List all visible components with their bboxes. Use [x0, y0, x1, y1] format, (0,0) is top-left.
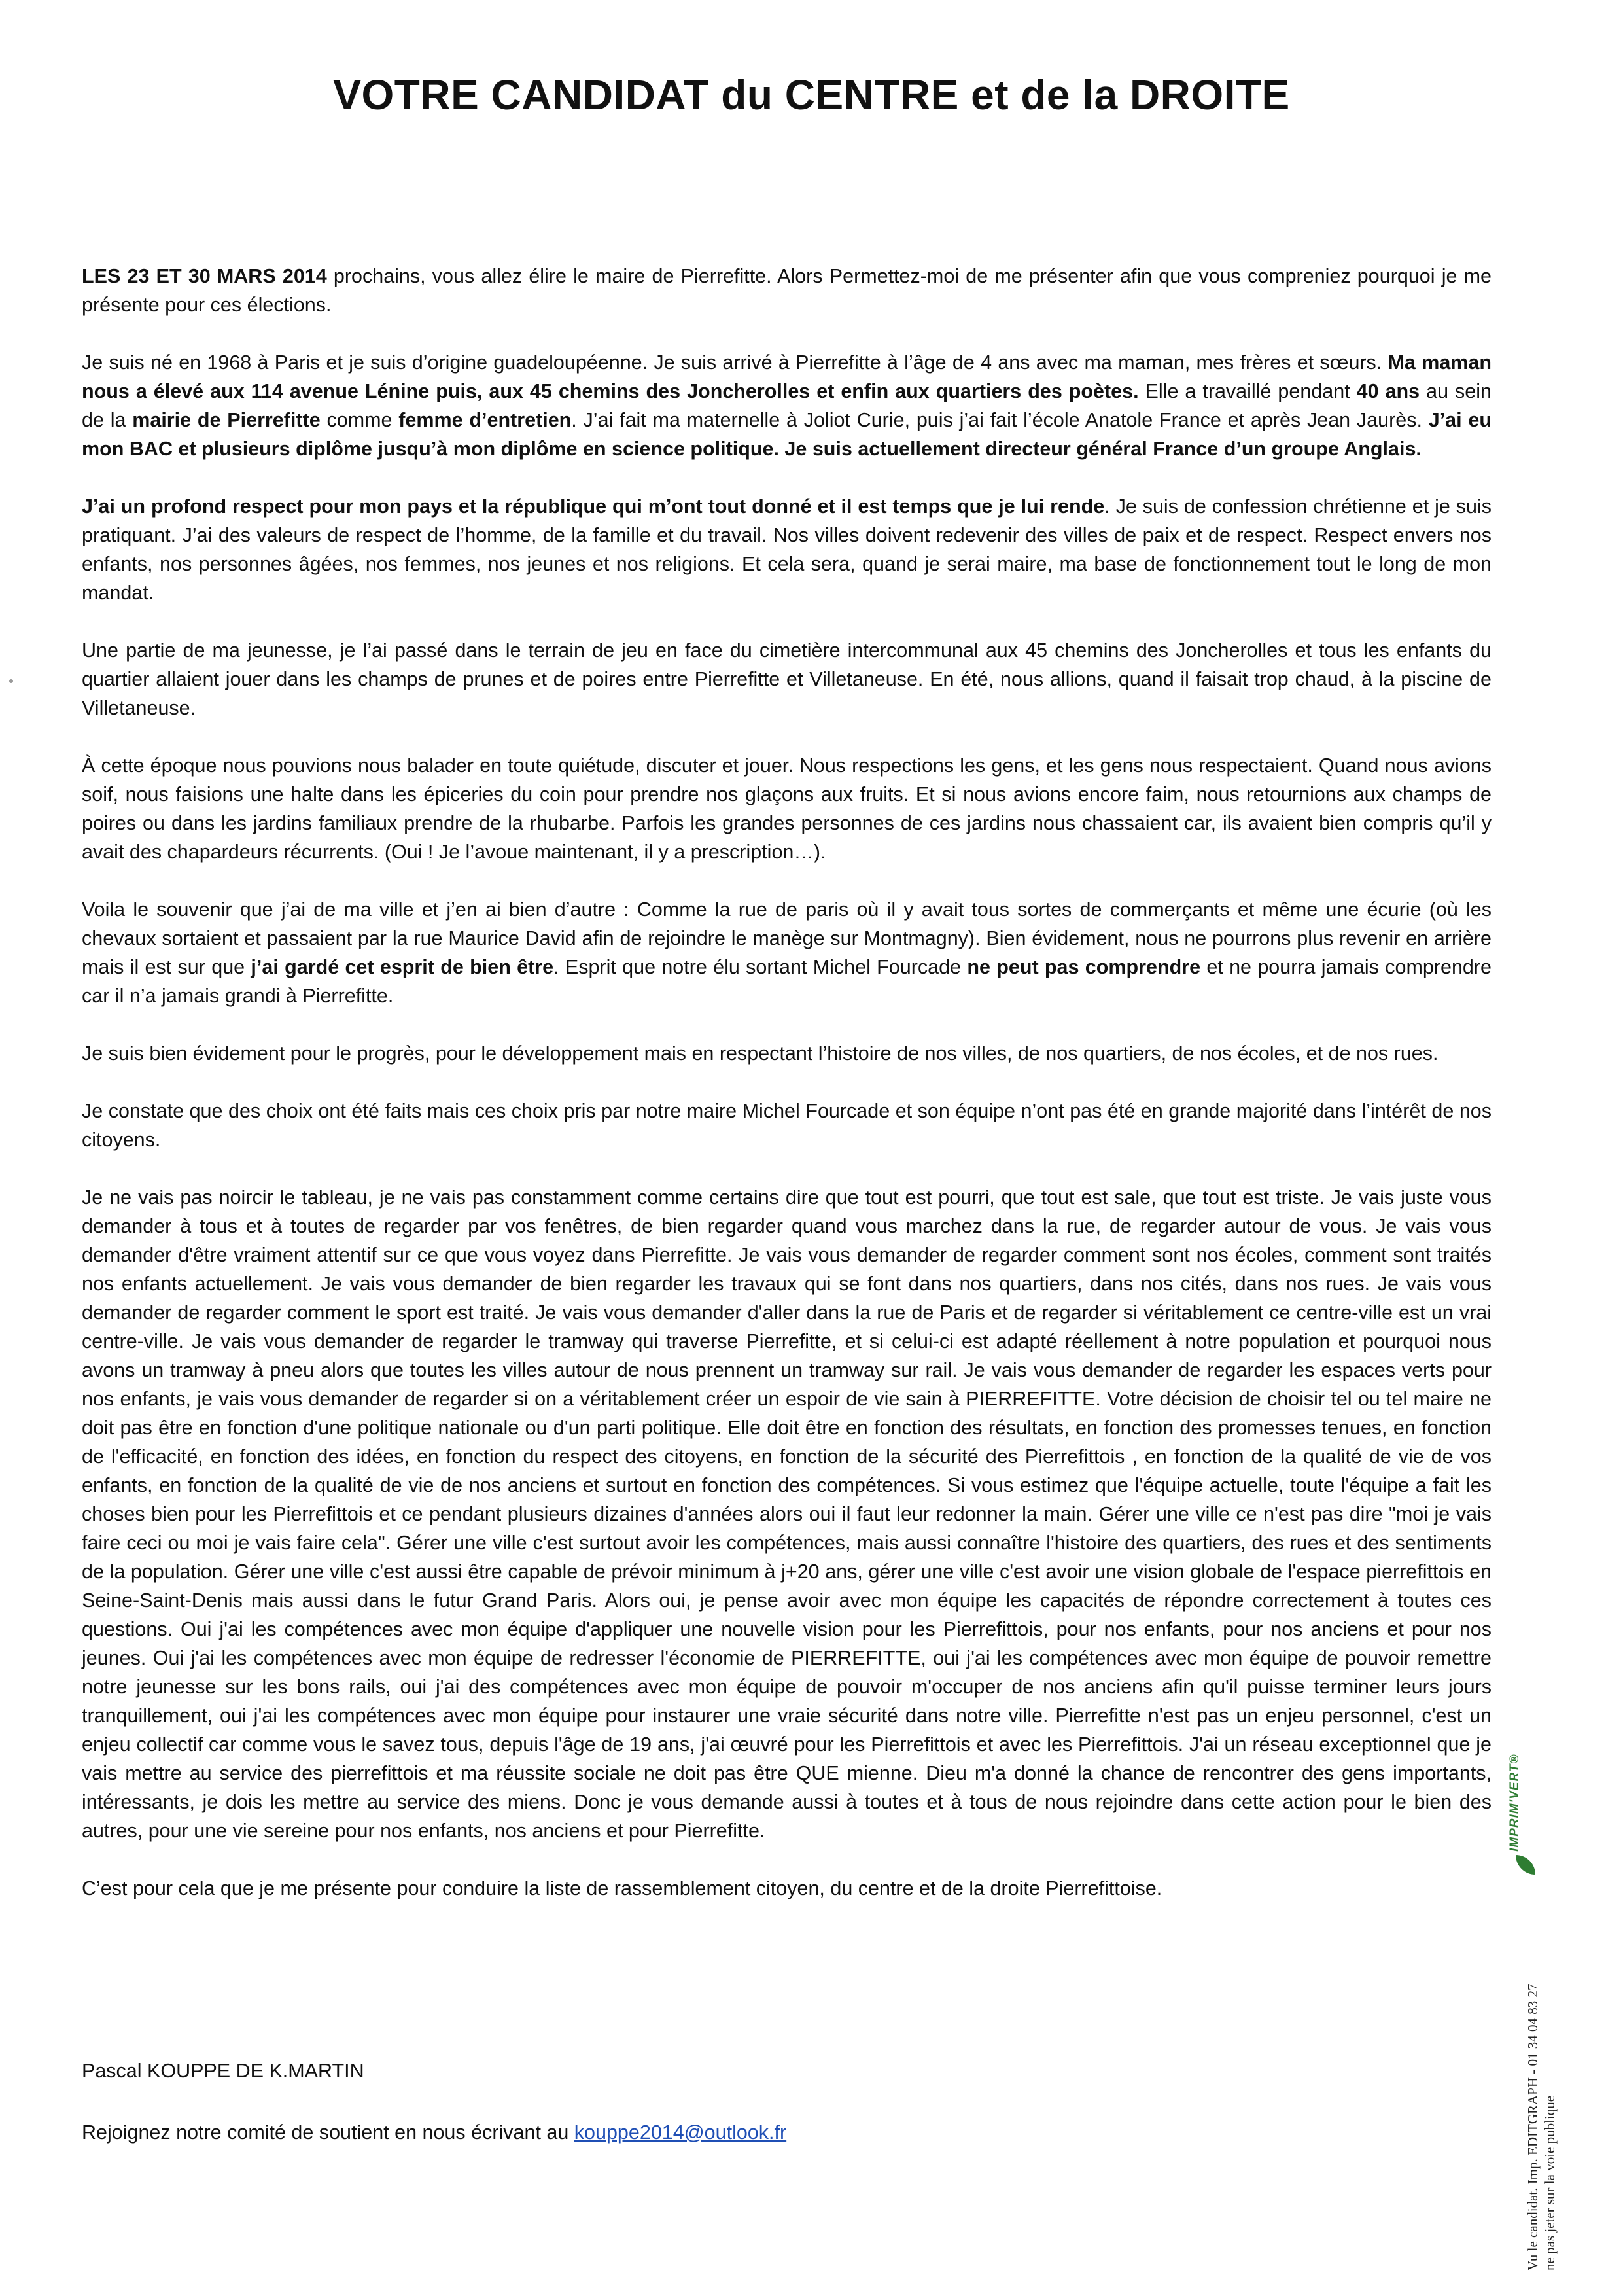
page-title: VOTRE CANDIDAT du CENTRE et de la DROITE: [333, 71, 1290, 118]
paragraph-text: et ne pourra jamais comprendre car il n’a jamais grandi à Pierrefitte.: [82, 956, 1492, 1007]
bold-text: J’ai eu mon BAC et plusieurs diplôme jusqu’à mon diplôme en science politique. Je suis actuellement directeur général France d’un groupe Anglais.: [82, 409, 1492, 460]
paragraph-youth: Une partie de ma jeunesse, je l’ai passé dans le terrain de jeu en face du cimetière intercommunal aux 45 chemins des Joncherolles et tous les enfants du quartier allaient jouer dans les champs de prunes et de poires entre Pierrefitte et Villetaneuse. En été, nous allions, quand il faisait trop chaud, à la piscine de Villetaneuse.: [82, 639, 1492, 719]
support-committee-line: [82, 2118, 786, 2147]
printer-notice: [1524, 1963, 1558, 2270]
printer-line-2: ne pas jeter sur la voie publique: [1542, 2095, 1558, 2270]
paragraph-text: . Je suis de confession chrétienne et je suis pratiquant. J’ai des valeurs de respect de l’homme, de la famille et du travail. Nos villes doivent redevenir des villes de paix et de respect. Respect envers nos enfants, nos personnes âgées, nos femmes, nos jeunes et nos religions. Et cela sera, quand je serai maire, ma base de fonctionnement tout le long de mon mandat.: [82, 495, 1492, 604]
paragraph-text: . Esprit que notre élu sortant Michel Fourcade: [553, 956, 968, 978]
paragraph-intro: [82, 262, 1492, 319]
paragraph-biography: [82, 348, 1492, 463]
paragraph-text: comme: [320, 409, 399, 431]
election-dates: LES 23 ET 30 MARS 2014: [82, 265, 327, 287]
letter-body: [82, 262, 1492, 1932]
bold-text: ne peut pas comprendre: [967, 956, 1201, 978]
scan-mark: [9, 679, 13, 683]
paragraph-souvenir: [82, 895, 1492, 1010]
paragraph-conclusion: C’est pour cela que je me présente pour conduire la liste de rassemblement citoyen, du centre et de la droite Pierrefittoise.: [82, 1877, 1162, 1899]
bold-text: 40 ans: [1356, 380, 1420, 402]
bold-text: J’ai un profond respect pour mon pays et la république qui m’ont tout donné et il est temps que je lui rende: [82, 495, 1105, 518]
paragraph-choices: Je constate que des choix ont été faits mais ces choix pris par notre maire Michel Fourcade et son équipe n’ont pas été en grande majorité dans l’intérêt de nos citoyens.: [82, 1100, 1492, 1151]
paragraph-text: au sein de la: [82, 380, 1492, 431]
bold-text: femme d’entretien: [398, 409, 572, 431]
bold-text: mairie de Pierrefitte: [132, 409, 321, 431]
imprim-vert-logo: [1508, 1721, 1547, 1878]
paragraph-memories: À cette époque nous pouvions nous balader en toute quiétude, discuter et jouer. Nous respections les gens, et les gens nous respectaient. Quand nous avions soif, nous faisions une halte dans les épiceries du coin pour prendre nos glaçons aux fruits. Et si nous avions encore faim, nous retournions aux champs de poires ou dans les jardins familiaux prendre de la rhubarbe. Parfois les grandes personnes de ces jardins nous chassaient car, ils avaient bien compris qu’il y avait des chapardeurs récurrents. (Oui ! Je l’avoue maintenant, il y a prescription…).: [82, 754, 1492, 863]
bold-text: Ma maman nous a élevé aux 114 avenue Lénine puis, aux 45 chemins des Joncherolles et enfin aux quartiers des poètes.: [82, 351, 1492, 402]
paragraph-text: Elle a travaillé pendant: [1138, 380, 1357, 402]
support-committee-text: Rejoignez notre comité de soutient en nous écrivant au: [82, 2121, 574, 2144]
imprim-vert-label: IMPRIM'VERT®: [1508, 1754, 1522, 1852]
paragraph-text: prochains, vous allez élire le maire de Pierrefitte. Alors Permettez-moi de me présenter afin que vous compreniez pourquoi je me présente pour ces élections.: [82, 265, 1492, 316]
email-link[interactable]: kouppe2014@outlook.fr: [574, 2121, 787, 2144]
printer-line-1: Vu le candidat. Imp. EDITGRAPH - 01 34 04 83 27: [1525, 1983, 1541, 2270]
signature: Pascal KOUPPE DE K.MARTIN: [82, 2060, 364, 2082]
paragraph-text: Voila le souvenir que j’ai de ma ville et j’en ai bien d’autre : Comme la rue de paris où il y avait tous sortes de commerçants et même une écurie (où les chevaux sortaient et passaient par la rue Maurice David afin de rejoindre le manège sur Montmagny). Bien évidement, nous ne pourrons plus revenir en arrière mais il est sur que: [82, 898, 1492, 978]
leaf-icon: [1516, 1855, 1535, 1875]
paragraph-progress: Je suis bien évidement pour le progrès, pour le développement mais en respectant l’histoire de nos villes, de nos quartiers, de nos écoles, et de nos rues.: [82, 1042, 1439, 1065]
paragraph-program: Je ne vais pas noircir le tableau, je ne vais pas constamment comme certains dire que tout est pourri, que tout est sale, que tout est triste. Je vais juste vous demander à tous et à toutes de regarder par vos fenêtres, de bien regarder quand vous marchez dans la rue, de regarder autour de vous. Je vais vous demander d'être vraiment attentif sur ce que vous voyez dans Pierrefitte. Je vais vous demander de regarder comment sont nos écoles, comment sont traités nos enfants actuellement. Je vais vous demander de bien regarder les travaux qui se font dans nos quartiers, dans nos cités, dans nos rues. Je vais vous demander de regarder comment le sport est traité. Je vais vous demander d'aller dans la rue de Paris et de regarder si véritablement ce centre-ville est un vrai centre-ville. Je vais vous demander de regarder le tramway qui traverse Pierrefitte, et si celui-ci est adapté réellement à notre population et pourquoi nous avons un tramway à pneu alors que toutes les villes autour de nous prennent un tramway sur rail. Je vais vous demander de regarder les espaces verts pour nos enfants, je vais vous demander de regarder si on a véritablement créer un espoir de vie sain à PIERREFITTE. Votre décision de choisir tel ou tel maire ne doit pas être en fonction d'une politique nationale ou d'un parti politique. Elle doit être en fonction des résultats, en fonction des promesses tenues, en fonction de l'efficacité, en fonction des idées, en fonction du respect des citoyens, en fonction de la sécurité des Pierrefittois , en fonction de la qualité de vie de vos enfants, en fonction de la qualité de vie de nos anciens et surtout en fonction des compétences. Si vous estimez que l'équipe actuelle, toute l'équipe a fait les choses bien pour les Pierrefittois et ce pendant plusieurs dizaines d'années alors oui il faut leur redonner la main. Gérer une ville ce n'est pas dire "moi je vais faire ceci ou moi je vais faire cela". Gérer une ville c'est surtout avoir les compétences, mais aussi connaître l'histoire des quartiers, des rues et des sentiments de la population. Gérer une ville c'est aussi être capable de prévoir minimum à j+20 ans, gérer une ville c'est avoir une vision globale de l'espace pierrefittois en Seine-Saint-Denis mais aussi dans le futur Grand Paris. Alors oui, je pense avoir avec mon équipe les capacités de répondre correctement à toutes ces questions. Oui j'ai les compétences avec mon équipe d'appliquer une nouvelle vision pour les Pierrefittois, pour nos enfants, pour nos anciens et pour nos jeunes. Oui j'ai les compétences avec mon équipe de redresser l'économie de PIERREFITTE, oui j'ai les compétences avec mon équipe de pouvoir remettre notre jeunesse sur les bons rails, oui j'ai des compétences avec mon équipe de pouvoir m'occuper de nos anciens afin qu'il puisse terminer leurs jours tranquillement, oui j'ai les compétences avec mon équipe pour instaurer une vraie sécurité dans notre ville. Pierrefitte n'est pas un enjeu personnel, c'est un enjeu collectif car comme vous le savez tous, depuis l'âge de 19 ans, j'ai œuvré pour les Pierrefittois et avec les Pierrefittois. J'ai un réseau exceptionnel que je vais mettre au service des pierrefittois et ma réussite sociale ne doit pas être QUE mienne. Dieu m'a donné la chance de rencontrer des gens importants, intéressants, je dois les mettre au service des miens. Donc je vous demande aussi à toutes et à tous de nous rejoindre dans cette action pour le bien des autres, pour une vie sereine pour nos enfants, nos anciens et pour Pierrefitte.: [82, 1186, 1492, 1842]
paragraph-text: Je suis né en 1968 à Paris et je suis d’origine guadeloupéenne. Je suis arrivé à Pierrefitte à l’âge de 4 ans avec ma maman, mes frères et sœurs.: [82, 351, 1388, 374]
paragraph-values: [82, 492, 1492, 607]
paragraph-text: . J’ai fait ma maternelle à Joliot Curie, puis j’ai fait l’école Anatole France et après Jean Jaurès.: [571, 409, 1429, 431]
bold-text: j’ai gardé cet esprit de bien être: [251, 956, 554, 978]
